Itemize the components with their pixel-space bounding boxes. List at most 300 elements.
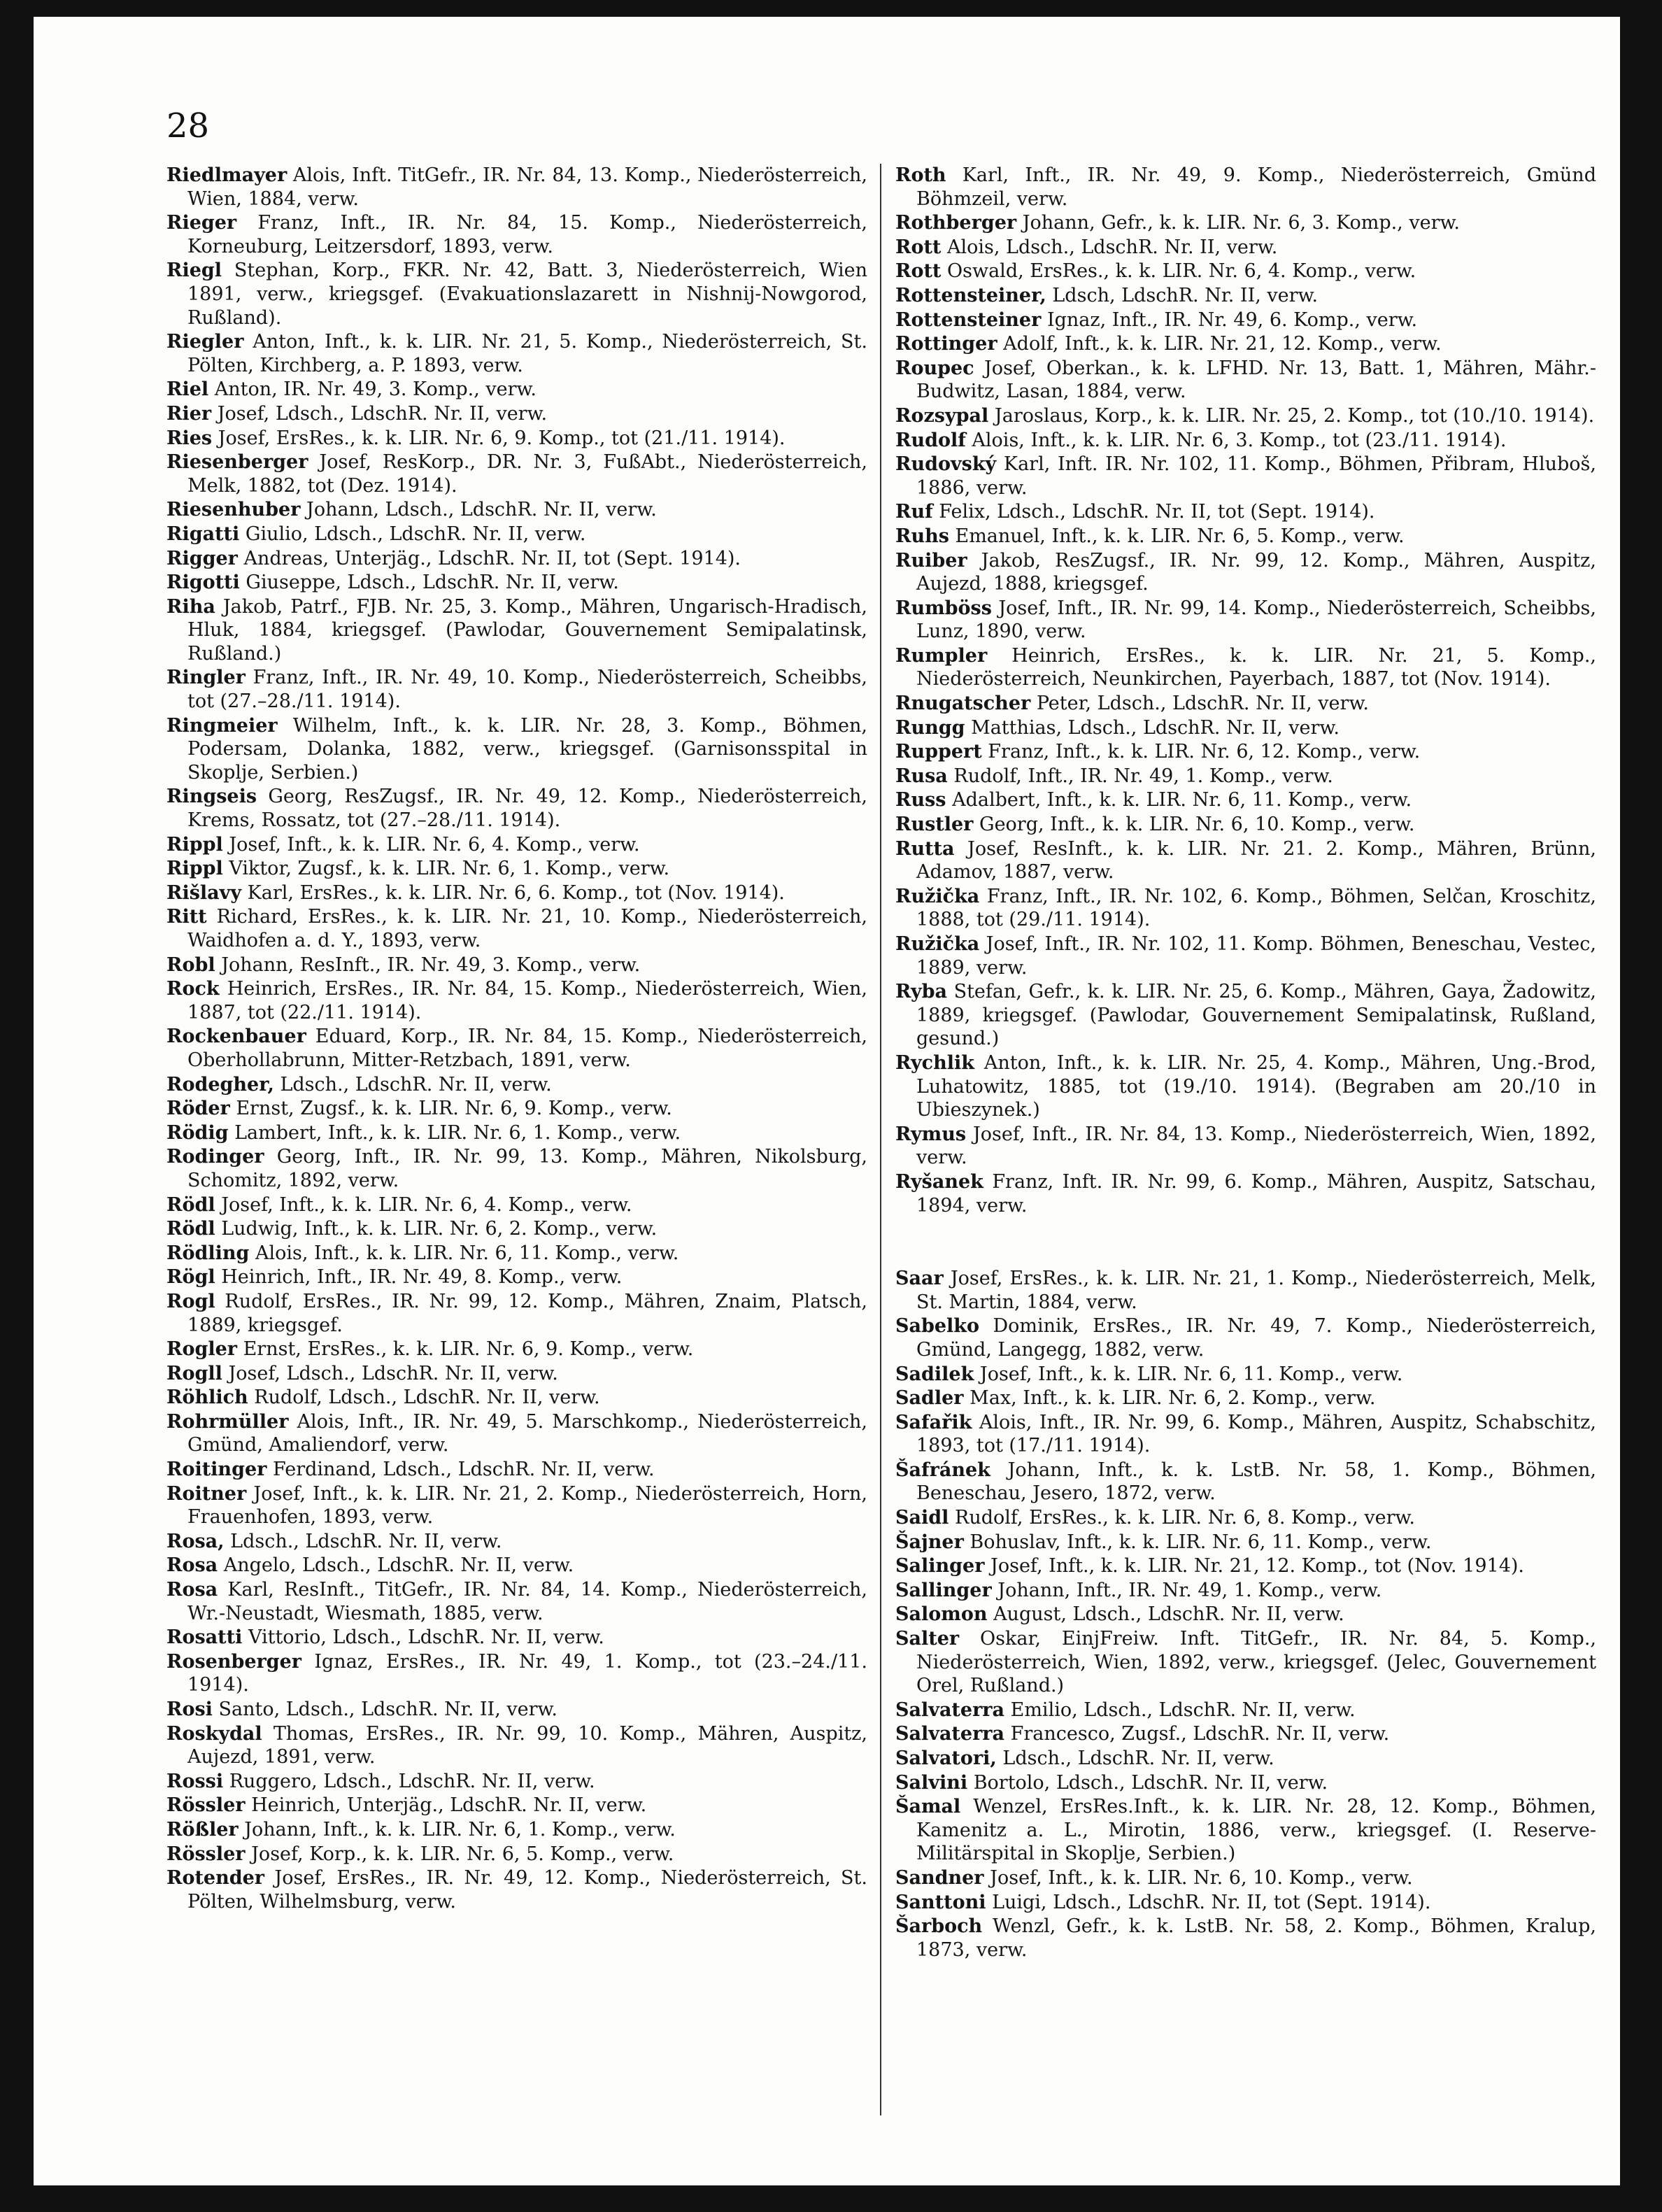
entry-details: Josef, ErsRes., k. k. LIR. Nr. 21, 1. Komp., Niederösterreich, Melk, St. Martin, 1884, verw.	[916, 1268, 1596, 1313]
list-item	[166, 1458, 867, 1482]
entry-details: Ruggero, Ldsch., LdschR. Nr. II, verw.	[229, 1770, 595, 1792]
entry-details: Alois, Inft., IR. Nr. 99, 6. Komp., Mähren, Auspitz, Schabschitz, 1893, tot (17./11. 1914).	[916, 1411, 1596, 1457]
entry-details: Giuseppe, Ldsch., LdschR. Nr. II, verw.	[246, 572, 619, 594]
list-item	[895, 1627, 1596, 1698]
entry-surname: Rottinger	[895, 333, 997, 355]
list-item	[895, 404, 1596, 428]
list-item	[166, 259, 867, 329]
entry-surname: Rieger	[166, 212, 237, 234]
entry-surname: Sabelko	[895, 1315, 980, 1338]
entry-details: Viktor, Zugsf., k. k. LIR. Nr. 6, 1. Komp., verw.	[229, 858, 670, 880]
list-item	[895, 1387, 1596, 1410]
entry-details: Dominik, ErsRes., IR. Nr. 49, 7. Komp., Niederösterreich, Gmünd, Langegg, 1882, verw.	[916, 1315, 1596, 1361]
list-item	[895, 1363, 1596, 1387]
entry-details: Wenzl, Gefr., k. k. LstB. Nr. 58, 2. Komp., Böhmen, Kralup, 1873, verw.	[916, 1915, 1596, 1961]
entry-surname: Rohrmüller	[166, 1410, 289, 1433]
entry-surname: Salvaterra	[895, 1723, 1005, 1745]
list-item	[166, 833, 867, 857]
entry-details: Rudolf, Ldsch., LdschR. Nr. II, verw.	[254, 1387, 600, 1409]
entry-surname: Rotender	[166, 1867, 265, 1890]
entry-surname: Santtoni	[895, 1891, 986, 1913]
entry-details: Rudolf, Inft., IR. Nr. 49, 1. Komp., verw.	[953, 765, 1333, 787]
entry-surname: Rödig	[166, 1121, 229, 1144]
entry-details: Jakob, ResZugsf., IR. Nr. 99, 12. Komp., Mähren, Auspitz, Aujezd, 1888, kriegsgef.	[916, 549, 1596, 595]
entry-details: Josef, Ldsch., LdschR. Nr. II, verw.	[228, 1362, 558, 1384]
list-item	[895, 1771, 1596, 1795]
list-item	[166, 1121, 867, 1145]
entry-details: Johann, Ldsch., LdschR. Nr. II, verw.	[306, 499, 657, 521]
entry-details: Franz, Inft., IR. Nr. 102, 6. Komp., Böhmen, Selčan, Kroschitz, 1888, tot (29./11. 1914).	[916, 885, 1596, 931]
list-item	[166, 1362, 867, 1386]
list-item	[166, 1097, 867, 1121]
entry-details: Georg, Inft., IR. Nr. 99, 13. Komp., Mähren, Nikolsburg, Schomitz, 1892, verw.	[187, 1146, 867, 1191]
entry-surname: Rier	[166, 402, 212, 425]
entry-surname: Roth	[895, 164, 946, 186]
entry-details: Ignaz, ErsRes., IR. Nr. 49, 1. Komp., tot (23.–24./11. 1914).	[187, 1650, 867, 1696]
entry-details: Alois, Inft., IR. Nr. 49, 5. Marschkomp., Niederösterreich, Gmünd, Amaliendorf, verw.	[187, 1410, 867, 1456]
entry-details: Josef, Ldsch., LdschR. Nr. II, verw.	[217, 402, 548, 425]
entry-details: Ernst, ErsRes., k. k. LIR. Nr. 6, 9. Komp., verw.	[243, 1338, 694, 1361]
entry-details: Rudolf, ErsRes., IR. Nr. 99, 12. Komp., Mähren, Znaim, Platsch, 1889, kriegsgef.	[187, 1290, 867, 1336]
list-item	[895, 1603, 1596, 1626]
entry-surname: Ruf	[895, 501, 933, 523]
entry-surname: Rössler	[166, 1794, 246, 1817]
list-item	[895, 1722, 1596, 1746]
entry-details: Oswald, ErsRes., k. k. LIR. Nr. 6, 4. Komp., verw.	[946, 260, 1416, 283]
list-item	[166, 1217, 867, 1241]
entry-surname: Rumpler	[895, 644, 988, 667]
entry-surname: Rungg	[895, 716, 965, 739]
list-item	[895, 933, 1596, 979]
list-item	[166, 1722, 867, 1769]
list-item	[895, 549, 1596, 596]
list-item	[166, 1818, 867, 1842]
entry-details: Giulio, Ldsch., LdschR. Nr. II, verw.	[245, 523, 586, 545]
list-item	[166, 1554, 867, 1578]
list-item	[895, 1506, 1596, 1530]
entry-details: Ldsch., LdschR. Nr. II, verw.	[230, 1530, 502, 1552]
entry-surname: Riesenberger	[166, 451, 308, 474]
list-item	[895, 597, 1596, 644]
entry-surname: Rögl	[166, 1266, 215, 1289]
entry-details: Georg, ResZugsf., IR. Nr. 49, 12. Komp., Niederösterreich, Krems, Rossatz, tot (27.–28./11. 1914).	[187, 786, 867, 832]
entry-details: Stefan, Gefr., k. k. LIR. Nr. 25, 6. Komp., Mähren, Gaya, Žadowitz, 1889, kriegsgef. (Pawlodar, Gouvernement Semipalatinsk, Rußland, gesund.)	[916, 981, 1596, 1050]
entry-details: Adalbert, Inft., k. k. LIR. Nr. 6, 11. Komp., verw.	[952, 789, 1412, 811]
list-item	[895, 284, 1596, 308]
entry-surname: Šarboch	[895, 1915, 983, 1938]
entry-surname: Salvini	[895, 1771, 968, 1794]
entry-surname: Rumböss	[895, 597, 992, 619]
list-item	[895, 164, 1596, 211]
entry-details: Ludwig, Inft., k. k. LIR. Nr. 6, 2. Komp., verw.	[221, 1218, 658, 1240]
entry-surname: Rozsypal	[895, 404, 989, 427]
entry-surname: Rockenbauer	[166, 1026, 306, 1048]
list-item	[895, 1411, 1596, 1458]
list-item	[895, 1314, 1596, 1361]
entry-surname: Rišlavy	[166, 881, 242, 904]
entry-surname: Rnugatscher	[895, 693, 1031, 715]
list-item	[895, 644, 1596, 691]
entry-surname: Rutta	[895, 837, 955, 860]
right-column	[895, 164, 1596, 2150]
list-item	[166, 953, 867, 977]
left-column	[166, 164, 867, 2150]
entry-details: Josef, Oberkan., k. k. LFHD. Nr. 13, Batt. 1, Mähren, Mähr.-Budwitz, Lasan, 1884, verw.	[916, 357, 1596, 403]
entry-surname: Rott	[895, 236, 942, 258]
entry-surname: Šajner	[895, 1531, 964, 1553]
list-item	[895, 1459, 1596, 1505]
list-item	[895, 332, 1596, 356]
entry-details: Anton, Inft., k. k. LIR. Nr. 21, 5. Komp., Niederösterreich, St. Pölten, Kirchberg, a. P. 1893, verw.	[187, 331, 867, 376]
entry-surname: Sadilek	[895, 1363, 974, 1385]
entry-surname: Riedlmayer	[166, 164, 287, 186]
entry-details: Ignaz, Inft., IR. Nr. 49, 6. Komp., verw.	[1046, 309, 1418, 331]
list-item	[895, 357, 1596, 404]
entry-details: Matthias, Ldsch., LdschR. Nr. II, verw.	[971, 716, 1340, 739]
entry-surname: Saar	[895, 1268, 944, 1290]
list-item	[895, 211, 1596, 235]
entry-surname: Röhlich	[166, 1387, 248, 1409]
list-item	[166, 571, 867, 595]
list-item	[895, 813, 1596, 837]
entry-surname: Roskydal	[166, 1722, 262, 1745]
list-item	[166, 1338, 867, 1361]
list-item	[895, 1554, 1596, 1578]
page-number: 28	[166, 106, 210, 146]
list-item	[166, 451, 867, 497]
entry-details: Jakob, Patrf., FJB. Nr. 25, 3. Komp., Mähren, Ungarisch-Hradisch, Hluk, 1884, kriegsgef. (Pawlodar, Gouvernement Semipalatinsk, Rußland.)	[187, 595, 867, 665]
entry-details: Josef, Inft., IR. Nr. 84, 13. Komp., Niederösterreich, Wien, 1892, verw.	[916, 1123, 1596, 1169]
entry-details: Josef, ResInft., k. k. LIR. Nr. 21. 2. Komp., Mähren, Brünn, Adamov, 1887, verw.	[916, 837, 1596, 884]
list-item	[895, 1795, 1596, 1866]
list-item	[895, 500, 1596, 524]
entry-details: Karl, Inft. IR. Nr. 102, 11. Komp., Böhmen, Přibram, Hluboš, 1886, verw.	[916, 453, 1596, 499]
list-item	[895, 788, 1596, 812]
entry-details: Angelo, Ldsch., LdschR. Nr. II, verw.	[223, 1554, 574, 1577]
entry-details: Josef, Inft., IR. Nr. 102, 11. Komp. Böhmen, Beneschau, Vestec, 1889, verw.	[916, 933, 1596, 979]
list-item	[166, 881, 867, 905]
entry-details: Karl, ErsRes., k. k. LIR. Nr. 6, 6. Komp., tot (Nov. 1914).	[247, 881, 785, 904]
list-item	[895, 1051, 1596, 1122]
entry-surname: Ruppert	[895, 741, 982, 763]
entry-details: Franz, Inft., k. k. LIR. Nr. 6, 12. Komp., verw.	[988, 741, 1421, 763]
list-item	[895, 260, 1596, 283]
entry-surname: Rosi	[166, 1699, 213, 1720]
list-item	[166, 1242, 867, 1265]
entry-surname: Rogler	[166, 1338, 237, 1361]
entry-surname: Ružička	[895, 933, 980, 955]
list-item	[895, 716, 1596, 740]
list-item	[895, 980, 1596, 1051]
list-item	[895, 1891, 1596, 1915]
list-item	[895, 692, 1596, 716]
list-item	[895, 1699, 1596, 1722]
list-item	[166, 402, 867, 426]
entry-details: Josef, Inft., k. k. LIR. Nr. 6, 4. Komp., verw.	[229, 833, 640, 856]
list-item	[166, 714, 867, 785]
entry-surname: Rudolf	[895, 429, 966, 451]
entry-details: Josef, Inft., k. k. LIR. Nr. 21, 12. Komp., tot (Nov. 1914).	[990, 1555, 1525, 1578]
list-item	[895, 740, 1596, 764]
list-item	[166, 1410, 867, 1457]
entry-details: Heinrich, ErsRes., IR. Nr. 84, 15. Komp., Niederösterreich, Wien, 1887, tot (22./11. 1914).	[187, 978, 867, 1023]
entry-surname: Rigotti	[166, 572, 240, 594]
entry-surname: Sandner	[895, 1866, 984, 1889]
entry-surname: Rottensteiner	[895, 309, 1042, 331]
entry-details: Karl, Inft., IR. Nr. 49, 9. Komp., Niederösterreich, Gmünd Böhmzeil, verw.	[916, 164, 1596, 210]
entry-details: Ferdinand, Ldsch., LdschR. Nr. II, verw.	[272, 1459, 655, 1481]
list-item	[166, 330, 867, 377]
entry-surname: Ringmeier	[166, 714, 278, 737]
list-item	[166, 1290, 867, 1337]
entry-details: Josef, Inft., k. k. LIR. Nr. 21, 2. Komp., Niederösterreich, Horn, Frauenhofen, 1893, verw.	[187, 1482, 867, 1529]
document-page	[34, 17, 1620, 2185]
entry-details: August, Ldsch., LdschR. Nr. II, verw.	[993, 1603, 1344, 1626]
entry-details: Vittorio, Ldsch., LdschR. Nr. II, verw.	[248, 1626, 604, 1649]
entry-details: Peter, Ldsch., LdschR. Nr. II, verw.	[1036, 693, 1369, 715]
entry-details: Josef, ErsRes., IR. Nr. 49, 12. Komp., Niederösterreich, St. Pölten, Wilhelmsburg, verw.	[187, 1867, 867, 1913]
entry-details: Josef, Korp., k. k. LIR. Nr. 6, 5. Komp., verw.	[251, 1843, 674, 1865]
column-divider	[880, 164, 881, 2115]
entry-surname: Rusa	[895, 765, 948, 787]
entry-details: Johann, Inft., k. k. LIR. Nr. 6, 1. Komp., verw.	[244, 1818, 676, 1841]
entry-surname: Ringseis	[166, 786, 257, 808]
entry-details: Wenzel, ErsRes.Inft., k. k. LIR. Nr. 28, 12. Komp., Böhmen, Kamenitz a. L., Mirotin, 1886, verw., kriegsgef. (I. Reserve-Militärspital in Skoplje, Serbien.)	[916, 1796, 1596, 1865]
entry-details: Alois, Inft. TitGefr., IR. Nr. 84, 13. Komp., Niederösterreich, Wien, 1884, verw.	[187, 164, 867, 210]
entry-surname: Rippl	[166, 833, 223, 856]
entry-surname: Russ	[895, 789, 946, 811]
entry-surname: Rödl	[166, 1193, 215, 1216]
entry-surname: Ruiber	[895, 549, 967, 572]
entry-details: Luigi, Ldsch., LdschR. Nr. II, tot (Sept. 1914).	[992, 1891, 1431, 1913]
entry-details: Eduard, Korp., IR. Nr. 84, 15. Komp., Niederösterreich, Oberhollabrunn, Mitter-Retzbach, 1891, verw.	[187, 1026, 867, 1071]
list-item	[166, 1794, 867, 1817]
entry-details: Santo, Ldsch., LdschR. Nr. II, verw.	[218, 1699, 558, 1720]
entry-surname: Saidl	[895, 1507, 949, 1529]
entry-surname: Ružička	[895, 885, 980, 907]
entry-surname: Salinger	[895, 1555, 985, 1578]
list-item	[166, 857, 867, 881]
list-item	[166, 1770, 867, 1794]
entry-details: Heinrich, ErsRes., k. k. LIR. Nr. 21, 5. Komp., Niederösterreich, Neunkirchen, Payerbach, 1887, tot (Nov. 1914).	[916, 644, 1596, 690]
list-item	[166, 1650, 867, 1697]
entry-surname: Ruhs	[895, 525, 949, 547]
list-item	[895, 765, 1596, 788]
list-item	[166, 1265, 867, 1289]
entry-details: Alois, Ldsch., LdschR. Nr. II, verw.	[946, 236, 1278, 258]
entry-details: Anton, Inft., k. k. LIR. Nr. 25, 4. Komp., Mähren, Ung.-Brod, Luhatowitz, 1885, tot (19./10. 1914). (Begraben am 20./10 in Ubieszynek.)	[916, 1051, 1596, 1121]
entry-surname: Robl	[166, 953, 215, 976]
entry-surname: Salomon	[895, 1603, 988, 1626]
list-item	[166, 785, 867, 832]
entry-details: Emilio, Ldsch., LdschR. Nr. II, verw.	[1010, 1699, 1356, 1721]
list-item	[166, 211, 867, 258]
entry-details: Karl, ResInft., TitGefr., IR. Nr. 84, 14. Komp., Niederösterreich, Wr.-Neustadt, Wiesmath, 1885, verw.	[187, 1579, 867, 1624]
entry-surname: Rock	[166, 978, 220, 1000]
entry-surname: Rigatti	[166, 523, 240, 545]
list-item	[895, 1267, 1596, 1314]
list-item	[895, 1747, 1596, 1771]
entry-details: Bortolo, Ldsch., LdschR. Nr. II, verw.	[973, 1771, 1328, 1794]
entry-details: Rudolf, ErsRes., k. k. LIR. Nr. 6, 8. Komp., verw.	[954, 1507, 1415, 1529]
entry-surname: Rogll	[166, 1362, 222, 1384]
entry-surname: Ryba	[895, 981, 948, 1003]
entry-surname: Riha	[166, 595, 215, 618]
entry-details: Ldsch., LdschR. Nr. II, verw.	[1002, 1747, 1274, 1769]
entry-surname: Rippl	[166, 858, 223, 880]
entry-details: Georg, Inft., k. k. LIR. Nr. 6, 10. Komp., verw.	[979, 814, 1415, 836]
entry-details: Ldsch, LdschR. Nr. II, verw.	[1052, 284, 1319, 306]
list-item	[166, 1073, 867, 1097]
list-item	[895, 1915, 1596, 1962]
entry-surname: Ritt	[166, 906, 207, 928]
entry-surname: Rödling	[166, 1242, 250, 1264]
list-item	[166, 523, 867, 546]
entry-details: Franz, Inft., IR. Nr. 49, 10. Komp., Niederösterreich, Scheibbs, tot (27.–28./11. 1914).	[187, 667, 867, 713]
entry-surname: Salvaterra	[895, 1699, 1005, 1721]
entry-surname: Riel	[166, 378, 209, 401]
list-item	[166, 1843, 867, 1866]
entry-surname: Ries	[166, 427, 213, 449]
entry-details: Alois, Inft., k. k. LIR. Nr. 6, 11. Komp., verw.	[255, 1242, 679, 1264]
list-item	[895, 236, 1596, 260]
entry-surname: Rottensteiner,	[895, 284, 1046, 306]
list-item	[166, 378, 867, 402]
list-item	[166, 666, 867, 713]
entry-surname: Rößler	[166, 1818, 239, 1841]
entry-details: Stephan, Korp., FKR. Nr. 42, Batt. 3, Niederösterreich, Wien 1891, verw., kriegsgef. (Evakuationslazarett in Nishnij-Nowgorod, Rußland).	[187, 260, 867, 329]
entry-surname: Salter	[895, 1628, 960, 1650]
entry-details: Heinrich, Inft., IR. Nr. 49, 8. Komp., verw.	[221, 1266, 623, 1289]
list-item	[166, 1193, 867, 1217]
entry-details: Josef, Inft., k. k. LIR. Nr. 6, 10. Komp., verw.	[990, 1866, 1413, 1889]
list-item	[166, 1698, 867, 1722]
entry-details: Josef, Inft., IR. Nr. 99, 14. Komp., Niederösterreich, Scheibbs, Lunz, 1890, verw.	[916, 597, 1596, 643]
list-item	[166, 1578, 867, 1625]
entry-surname: Rustler	[895, 814, 974, 836]
entry-details: Thomas, ErsRes., IR. Nr. 99, 10. Komp., Mähren, Auspitz, Aujezd, 1891, verw.	[187, 1722, 867, 1768]
entry-surname: Rödl	[166, 1218, 215, 1240]
list-item	[895, 1579, 1596, 1603]
list-item	[166, 1626, 867, 1650]
list-item	[166, 595, 867, 666]
entry-details: Richard, ErsRes., k. k. LIR. Nr. 21, 10. Komp., Niederösterreich, Waidhofen a. d. Y., 1893, verw.	[187, 906, 867, 951]
entry-details: Felix, Ldsch., LdschR. Nr. II, tot (Sept. 1914).	[939, 501, 1375, 523]
entry-details: Jaroslaus, Korp., k. k. LIR. Nr. 25, 2. Komp., tot (10./10. 1914).	[994, 404, 1595, 427]
entry-surname: Šamal	[895, 1796, 961, 1818]
list-item	[166, 1145, 867, 1192]
entry-surname: Rott	[895, 260, 942, 283]
list-item	[895, 1123, 1596, 1170]
entry-details: Johann, Gefr., k. k. LIR. Nr. 6, 3. Komp., verw.	[1022, 212, 1460, 234]
entry-surname: Rosatti	[166, 1626, 243, 1649]
entry-surname: Rudovský	[895, 453, 997, 476]
entry-surname: Riesenhuber	[166, 499, 301, 521]
entry-details: Franz, Inft., IR. Nr. 84, 15. Komp., Niederösterreich, Korneuburg, Leitzersdorf, 1893, verw.	[187, 212, 867, 257]
entry-details: Alois, Inft., k. k. LIR. Nr. 6, 3. Komp., tot (23./11. 1914).	[972, 429, 1507, 451]
entry-surname: Riegl	[166, 260, 222, 282]
list-item	[166, 1530, 867, 1554]
entry-details: Andreas, Unterjäg., LdschR. Nr. II, tot (Sept. 1914).	[243, 547, 741, 569]
section-gap	[895, 1218, 1596, 1267]
entry-surname: Sadler	[895, 1387, 964, 1410]
list-item	[166, 1866, 867, 1913]
entry-details: Wilhelm, Inft., k. k. LIR. Nr. 28, 3. Komp., Böhmen, Podersam, Dolanka, 1882, verw., kriegsgef. (Garnisonsspital in Skoplje, Serbien.)	[187, 714, 867, 784]
entry-details: Ernst, Zugsf., k. k. LIR. Nr. 6, 9. Komp., verw.	[236, 1098, 672, 1120]
entry-details: Ldsch., LdschR. Nr. II, verw.	[280, 1073, 552, 1096]
entry-surname: Sallinger	[895, 1579, 992, 1601]
entry-surname: Röder	[166, 1098, 230, 1120]
list-item	[895, 1866, 1596, 1890]
entry-surname: Rodinger	[166, 1146, 264, 1168]
entry-surname: Rothberger	[895, 212, 1017, 234]
entry-surname: Riegler	[166, 331, 244, 353]
entry-details: Max, Inft., k. k. LIR. Nr. 6, 2. Komp., verw.	[970, 1387, 1376, 1410]
entry-details: Heinrich, Unterjäg., LdschR. Nr. II, verw.	[251, 1794, 647, 1817]
entry-surname: Rosa	[166, 1554, 218, 1577]
list-item	[166, 1025, 867, 1072]
list-item	[895, 837, 1596, 884]
entry-details: Johann, Inft., k. k. LstB. Nr. 58, 1. Komp., Böhmen, Beneschau, Jesero, 1872, verw.	[916, 1459, 1596, 1505]
entry-details: Josef, Inft., k. k. LIR. Nr. 6, 4. Komp., verw.	[221, 1193, 632, 1216]
entry-surname: Rosa	[166, 1579, 218, 1601]
list-item	[895, 1531, 1596, 1554]
list-item	[166, 1386, 867, 1410]
entry-details: Josef, Inft., k. k. LIR. Nr. 6, 11. Komp., verw.	[979, 1363, 1403, 1385]
entry-details: Johann, Inft., IR. Nr. 49, 1. Komp., verw.	[997, 1579, 1382, 1601]
entry-surname: Rychlik	[895, 1051, 974, 1074]
list-item	[895, 1170, 1596, 1217]
entry-details: Josef, ErsRes., k. k. LIR. Nr. 6, 9. Komp., tot (21./11. 1914).	[218, 427, 786, 449]
entry-surname: Safařik	[895, 1411, 972, 1433]
entry-surname: Roitner	[166, 1482, 247, 1505]
entry-surname: Rodegher,	[166, 1073, 274, 1096]
entry-details: Josef, ResKorp., DR. Nr. 3, FußAbt., Niederösterreich, Melk, 1882, tot (Dez. 1914).	[187, 451, 867, 497]
entry-surname: Rossi	[166, 1770, 224, 1792]
list-item	[166, 905, 867, 952]
entry-surname: Rosenberger	[166, 1650, 302, 1673]
entry-surname: Rigger	[166, 547, 238, 569]
entry-details: Johann, ResInft., IR. Nr. 49, 3. Komp., verw.	[221, 953, 641, 976]
entry-surname: Rosa,	[166, 1530, 225, 1552]
entry-surname: Roupec	[895, 357, 974, 379]
list-item	[895, 429, 1596, 453]
entry-details: Franz, Inft. IR. Nr. 99, 6. Komp., Mähren, Auspitz, Satschau, 1894, verw.	[916, 1170, 1596, 1217]
list-item	[895, 453, 1596, 499]
entry-surname: Ryšanek	[895, 1170, 983, 1193]
entry-surname: Rogl	[166, 1290, 215, 1312]
entry-surname: Roitinger	[166, 1459, 267, 1481]
entry-surname: Ringler	[166, 667, 246, 689]
list-item	[166, 498, 867, 522]
entry-surname: Rössler	[166, 1843, 246, 1865]
entry-surname: Šafránek	[895, 1459, 990, 1481]
list-item	[895, 885, 1596, 932]
list-item	[895, 309, 1596, 332]
list-item	[166, 164, 867, 211]
entry-details: Emanuel, Inft., k. k. LIR. Nr. 6, 5. Komp., verw.	[955, 525, 1405, 547]
list-item	[166, 427, 867, 451]
entry-details: Anton, IR. Nr. 49, 3. Komp., verw.	[214, 378, 537, 401]
entry-surname: Rymus	[895, 1123, 967, 1145]
list-item	[166, 977, 867, 1024]
list-item	[166, 1482, 867, 1529]
entry-surname: Salvatori,	[895, 1747, 997, 1769]
entry-details: Francesco, Zugsf., LdschR. Nr. II, verw.	[1010, 1723, 1390, 1745]
entry-details: Bohuslav, Inft., k. k. LIR. Nr. 6, 11. Komp., verw.	[970, 1531, 1432, 1553]
list-item	[895, 525, 1596, 548]
entry-details: Lambert, Inft., k. k. LIR. Nr. 6, 1. Komp., verw.	[234, 1121, 681, 1144]
